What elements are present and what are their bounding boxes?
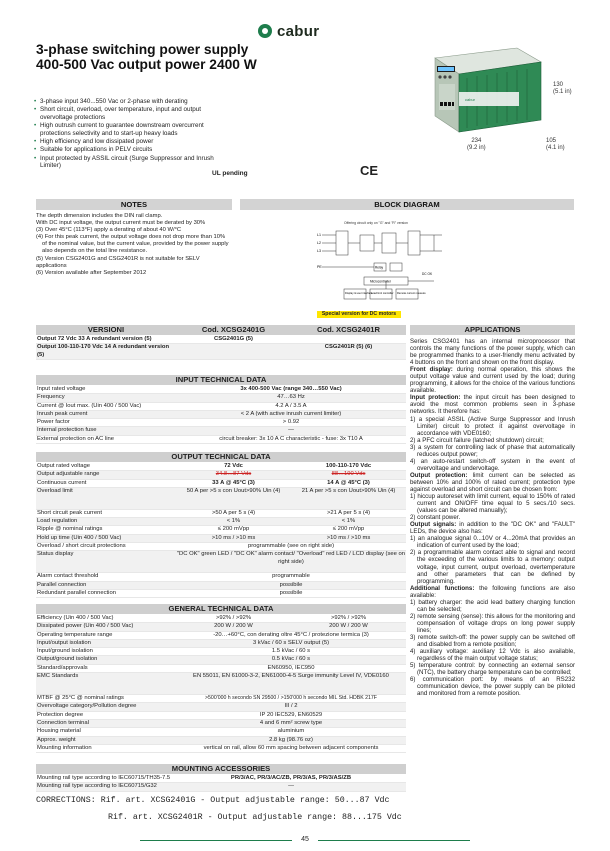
output-header: OUTPUT TECHNICAL DATA [36, 452, 406, 462]
relay-label: Relay [375, 265, 384, 270]
param-label: Standard/approvals [37, 664, 88, 671]
param-value: possibile [279, 589, 303, 596]
param-label: Mounting information [37, 744, 92, 751]
feature-list [34, 98, 224, 171]
application-term: Front display: [410, 366, 453, 374]
application-paragraph: Output protection: limit current can be selected as between 10% and 100% of rated current; protection type against overload and short circuit can be chosen from: [410, 471, 576, 493]
diagram-caption: Offering circuit only on "G" and "R" version [344, 221, 408, 225]
brand-logo [258, 22, 358, 40]
param-label: Redundant parallel connection [37, 589, 116, 596]
application-paragraph: 5) temperature control: by connecting an external sensor (NTC), the battery charge temperature can be controlled; [410, 662, 575, 677]
application-paragraph: 4) an auto-restart switch-off system in the event of overvoltage and undervoltage. [410, 457, 575, 472]
table-row [36, 775, 406, 783]
table-row [36, 403, 406, 411]
param-value: ≤ 200 mVpp [217, 526, 250, 533]
param-value: >92% / >92% [215, 615, 252, 621]
table-row [36, 518, 406, 526]
table-row [36, 665, 406, 673]
table-row [36, 488, 406, 510]
param-value: — [288, 783, 294, 790]
param-value: >500'000 h secondo SN 29500 / >150'000 h secondo MIL Std. HDBK 217F [205, 695, 377, 702]
note-item: (3) Over 45°C (113°F) apply a derating of about 40 W/°C [36, 227, 182, 234]
param-label: Power factor [37, 419, 70, 426]
param-label: Load regulation [37, 518, 78, 525]
param-label: Output/ground isolation [37, 656, 98, 663]
param-value: programmable [272, 573, 310, 580]
application-paragraph: 1) a special ASSIL (Active Surge Suppressor and Inrush Limiter) circuit to protect it against overvoltage in accordance with VDE0160; [410, 415, 575, 437]
table-row [36, 783, 406, 791]
param-value: 1.5 kVac / 60 s [271, 648, 311, 655]
param-value: 100-110-170 Vdc [325, 463, 372, 469]
table-row [36, 427, 406, 435]
param-label: Efficiency (Uin 400 / 500 Vac) [37, 615, 114, 621]
correction-line-2: Rif. art. XCSG2401R - Output adjustable range: 88...175 Vdc [108, 813, 402, 822]
application-paragraph: 6) communication port: by means of an RS232 communication device, the power supply can be piloted and monitored from a remote position. [410, 676, 575, 698]
svg-text:PE: PE [317, 265, 322, 269]
param-value: "DC OK" green LED / "DC OK" alarm contact/ "Overload" red LED / LCD display (see on right side) [176, 551, 406, 565]
param-label: Ripple @ nominal ratings [37, 526, 103, 533]
param-value: III / 2 [284, 703, 298, 710]
micro-label: Microcontroller [370, 279, 391, 284]
param-label: Continuous current [37, 479, 87, 486]
param-value: possibile [279, 581, 303, 588]
version-desc: Output 100-110-170 Vdc 14 A redundant version (5) [37, 344, 170, 358]
table-row [36, 344, 406, 360]
param-value: >50 A per 5 s (4) [211, 509, 256, 516]
width-in: (9.2 in) [467, 145, 486, 151]
note-item: The depth dimension includes the DIN rail clamp. [36, 213, 163, 219]
table-row [36, 463, 406, 471]
table-row [36, 695, 406, 703]
table-row [36, 551, 406, 573]
ul-pending-label: UL pending [212, 170, 248, 177]
table-row [36, 480, 406, 488]
table-row [36, 471, 406, 479]
table-row [36, 737, 406, 745]
table-row [36, 510, 406, 518]
param-label: Dissipated power (Uin 400 / 500 Vac) [37, 623, 134, 630]
depth-mm: 105 [546, 138, 557, 144]
param-value: 200 W / 200 W [329, 623, 368, 630]
param-label: Parallel connection [37, 581, 87, 588]
table-row [36, 673, 406, 695]
param-label: Input/ground isolation [37, 648, 93, 655]
table-row [36, 703, 406, 711]
remote-current-label: Remote current measure [397, 292, 426, 295]
param-value: >10 ms / >10 ms [211, 534, 256, 541]
param-label: Hold up time (Uin 400 / 500 Vac) [37, 534, 122, 541]
table-row [36, 623, 406, 631]
svg-text:cabur: cabur [465, 97, 476, 102]
applications-text [410, 338, 575, 697]
note-item: (6) Version available after September 2012 [36, 269, 147, 276]
application-term: Output signals: [410, 521, 457, 529]
param-label: Overload / short circuit protections [37, 543, 126, 550]
application-term: Additional functions: [410, 584, 475, 592]
dc-ok-label: DC OK [422, 272, 433, 276]
table-row [36, 745, 406, 753]
param-label: EMC Standards [37, 673, 79, 680]
dc-motors-badge: Special version for DC motors [317, 311, 401, 318]
param-value: 3x 400-500 Vac (range 340…550 Vac) [240, 386, 342, 392]
param-label: Overload limit [37, 487, 73, 494]
application-paragraph: 3) a system for controlling lack of phase that automatically reduces output power; [410, 443, 575, 458]
feature-item: • High outrush current to guarantee downstream overcurrent protections selectivity and to start-up heavy loads [34, 122, 224, 137]
param-value: < 1% [341, 518, 356, 525]
param-label: Input rated voltage [37, 386, 86, 392]
param-value: 33 A @ 45°C (3) [212, 479, 255, 486]
width-mm: 234 [471, 138, 482, 144]
table-row [36, 640, 406, 648]
table-row [36, 360, 406, 376]
param-label: External protection on AC line [37, 435, 114, 442]
table-row [36, 573, 406, 581]
param-label: Connection terminal [37, 719, 89, 726]
general-table [36, 615, 406, 753]
table-row [36, 582, 406, 590]
param-value: > 0.92 [282, 419, 300, 426]
versions-header: VERSIONI [36, 325, 176, 335]
param-value: EN 55011, EN 61000-3-2, EN61000-4-5 Surge immunity Level IV, VDE0160 [193, 673, 389, 680]
table-row [36, 543, 406, 551]
param-label: Internal protection fuse [37, 427, 97, 434]
table-row [36, 526, 406, 534]
mounting-header: MOUNTING ACCESSORIES [36, 764, 406, 774]
application-paragraph: 4) auxiliary voltage: auxiliary 12 Vdc is also available, regardless of the main output voltage status; [410, 648, 575, 663]
param-value: >10 ms / >10 ms [326, 534, 371, 541]
param-value: IP 20 IEC529, EN60529 [259, 711, 323, 718]
table-row [36, 615, 406, 623]
note-item: (4) For this peak current, the output voltage does not drop more than 10% of the nominal value, but the current value, provided by the power supply also depends on the total line resistance. [36, 234, 229, 255]
param-value: 14 A @ 45°C (3) [327, 479, 370, 486]
table-row [36, 656, 406, 664]
application-paragraph: 1) hiccup autoreset with limit current, equal to 150% of rated current and ON/OFF time equal to 5 secs./10 secs. (values can be altered manually); [410, 493, 575, 515]
display-block-label: Display & user interface [345, 292, 373, 295]
param-value: 2.8 kg (98.76 oz) [269, 736, 313, 743]
param-label: Inrush peak current [37, 410, 88, 417]
application-paragraph: 2) a programmable alarm contact able to signal and record the exceeding of the various limits to a memory: output voltage, input current, output overload, overtemperature and other parameters that can be defined by programming. [410, 549, 575, 585]
param-value: 47…63 Hz [277, 394, 305, 401]
table-row [36, 632, 406, 640]
table-row [36, 411, 406, 419]
svg-text:L1: L1 [317, 233, 321, 237]
param-label: Mounting rail type according to IEC60715/G32 [37, 783, 157, 790]
param-value: -20…+60°C, con derating oltre 45°C / protezione termica (3) [213, 631, 369, 638]
param-value: ≤ 200 mVpp [332, 526, 365, 533]
param-label: Input/output isolation [37, 639, 91, 646]
table-row [36, 648, 406, 656]
page-number: 45 [292, 836, 318, 843]
application-term: Output protection: [410, 471, 468, 479]
param-value: 3 kVac / 60 s SELV output (5) [252, 639, 330, 646]
param-value: PR/3/AC, PR/3/AC/ZB, PR/3/AS, PR/3/AS/ZB [230, 775, 352, 781]
version-code [176, 344, 291, 359]
height-mm: 130 [553, 82, 564, 88]
product-title: 3-phase switching power supply 400-500 Vac output power 2400 W [36, 42, 257, 72]
table-row [36, 712, 406, 720]
param-label: Alarm contact threshold [37, 573, 99, 580]
feature-item: • Suitable for applications in PELV circuits [34, 146, 224, 153]
table-row [36, 590, 406, 598]
general-header: GENERAL TECHNICAL DATA [36, 604, 406, 614]
input-header: INPUT TECHNICAL DATA [36, 375, 406, 385]
version-col-1: Cod. XCSG2401G [176, 325, 291, 335]
param-value: 21 A per >5 s con Uout>90% Uin (4) [301, 487, 396, 494]
param-value: >21 A per 5 s (4) [326, 509, 371, 516]
table-row [36, 386, 406, 394]
param-label: Overvoltage category/Pollution degree [37, 703, 137, 710]
param-value: 4 and 6 mm² screw type [259, 719, 323, 726]
version-code [291, 336, 406, 343]
version-code: CSG2401R (5) (6) [324, 344, 373, 351]
application-paragraph: Series CSG2401 has an internal microprocessor that controls the many functions of the power supply, which can be programmed thanks to a user-friendly menu activated by 4 buttons on the front and shown on the front display. [410, 338, 575, 367]
load-limit-label: Load limit controller [371, 292, 394, 295]
application-paragraph: Output signals: in addition to the "DC OK" and "FAULT" LEDs, the device also has: [410, 521, 575, 536]
application-paragraph: 1) battery charger: the acid lead battery charging function can be selected; [410, 598, 575, 613]
table-row [36, 535, 406, 543]
note-item: (5) Version CSG2401G and CSG2401R is not suitable for SELV applications [36, 255, 200, 269]
height-in: (5.1 in) [553, 89, 572, 95]
param-value: 50 A per >5 s con Uout>90% Uin (4) [186, 487, 281, 494]
svg-text:L2: L2 [317, 241, 321, 245]
table-row [36, 336, 406, 344]
feature-item: • Short circuit, overload, over temperature, input and output overvoltage protections [34, 106, 224, 121]
notes-header: NOTES [36, 199, 232, 210]
param-value: aluminium [277, 728, 305, 735]
mounting-table [36, 775, 406, 792]
brand-name: cabur [277, 22, 320, 40]
param-value: circuit breaker: 3x 10 A C characteristic - fuse: 3x T10 A [219, 435, 363, 442]
param-value: EN60950, IEC950 [267, 664, 315, 671]
param-label: Short circuit peak current [37, 509, 102, 516]
param-label: Output adjustable range [37, 471, 100, 478]
correction-line-1: CORRECTIONS: Rif. art. XCSG2401G - Output adjustable range: 50...87 Vdc [36, 796, 390, 805]
param-label: Approx. weight [37, 736, 76, 743]
param-label: Protection degree [37, 711, 84, 718]
version-code: CSG2401G (5) [214, 336, 253, 342]
param-label: Status display [37, 551, 74, 558]
power-supply-image [425, 42, 545, 134]
param-value: 200 W / 200 W [214, 623, 253, 630]
application-paragraph: Front display: during normal operation, this shows the output voltage value and current used by the load; during programming, it allows for the choice of the various functions available. [410, 366, 575, 395]
application-term: Input protection: [410, 394, 461, 402]
feature-item: • Input protected by ASSIL circuit (Surge Suppressor and Inrush Limiter) [34, 155, 224, 170]
application-paragraph: 2) remote sensing (sense): this allows for the monitoring and compensation of voltage drops on long power supply lines; [410, 612, 575, 634]
notes-list [36, 213, 230, 277]
param-label: Housing material [37, 728, 81, 735]
height-dimension [553, 82, 572, 96]
width-dimension [467, 138, 486, 152]
application-paragraph: Input protection: the input circuit has been designed to avoid the most common problems seen in 3-phase networks. It therefore has: [410, 394, 575, 416]
brand-mark-icon [258, 24, 272, 38]
param-value: < 2 A (with active inrush current limiter) [240, 410, 342, 417]
svg-text:L3: L3 [317, 249, 321, 253]
output-table [36, 463, 406, 598]
table-row [36, 394, 406, 402]
param-label: MTBF @ 25°C @ nominal ratings [37, 695, 124, 702]
param-value: 0.5 kVac / 60 s [271, 656, 311, 663]
depth-in: (4.1 in) [546, 145, 565, 151]
param-label: Current @ Iout max. (Uin 400 / 500 Vac) [37, 402, 142, 409]
note-item: With DC input voltage, the output current must be derated by 30% [36, 220, 206, 227]
param-value: vertical on rail, allow 60 mm spacing between adjacent components [203, 744, 379, 751]
application-paragraph: 2) a PFC circuit failure (latched shutdown) circuit; [410, 436, 544, 444]
version-desc: Output 72 Vdc 33 A redundant version (5) [37, 336, 152, 342]
param-label: Operating temperature range [37, 631, 113, 638]
versions-table [36, 336, 406, 376]
param-value: programmable (see on right side) [247, 543, 335, 550]
param-value: 88…190 Vdc [331, 471, 366, 478]
table-row [36, 436, 406, 444]
param-value: 4.2 A / 3.5 A [275, 402, 307, 409]
table-row [36, 419, 406, 427]
param-value: 34.8…87 Vdc [215, 471, 252, 478]
ce-mark: CE [360, 163, 379, 178]
param-label: Mounting rail type according to IEC60715/TH35-7.5 [37, 775, 171, 781]
param-value: < 1% [226, 518, 241, 525]
application-paragraph: 2) constant power. [410, 514, 461, 522]
applications-header: APPLICATIONS [410, 325, 575, 335]
block-diagram [316, 216, 448, 318]
param-value: — [288, 427, 294, 434]
block-diagram-header: BLOCK DIAGRAM [240, 199, 574, 210]
application-paragraph: 1) an analogue signal 0...10V or 4...20mA that provides an indication of current used by the load; [410, 535, 575, 550]
version-col-2: Cod. XCSG2401R [291, 325, 406, 335]
application-paragraph: Additional functions: the following functions are also available: [410, 584, 575, 599]
table-row [36, 728, 406, 736]
param-value: >92% / >92% [330, 615, 367, 621]
param-value: 72 Vdc [224, 463, 243, 469]
depth-dimension [546, 138, 565, 152]
application-paragraph: 3) remote switch-off: the power supply can be switched off and disabled from a remote position; [410, 633, 575, 649]
input-table [36, 386, 406, 444]
table-row [36, 720, 406, 728]
feature-item: • High efficiency and low dissipated power [34, 138, 224, 145]
param-label: Output rated voltage [37, 463, 90, 469]
feature-item: • 3-phase input 340...550 Vac or 2-phase with derating [34, 98, 224, 105]
param-label: Frequency [37, 394, 65, 401]
